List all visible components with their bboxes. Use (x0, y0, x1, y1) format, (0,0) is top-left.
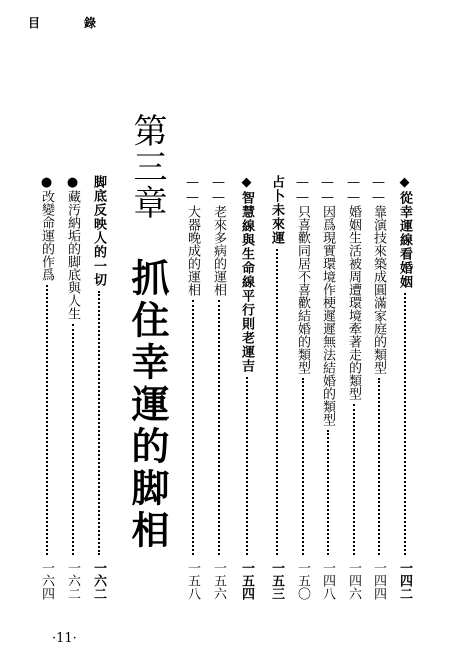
chapter-title: 抓住幸運的脚相 (125, 258, 169, 552)
toc-entry-title: 脚底反映人的一切 (91, 175, 106, 287)
chapter-heading (120, 113, 175, 552)
toc-entry-page: 一五六 (211, 561, 226, 600)
toc-entry-page: 一五八 (185, 561, 200, 600)
dot-leader (46, 285, 48, 555)
toc-entry[interactable] (40, 175, 53, 600)
toc-entry[interactable] (321, 175, 334, 600)
toc-entry-page: 一六四 (39, 561, 54, 600)
toc-entry-title: ●改變命運的作爲 (39, 175, 54, 281)
toc-entry[interactable] (347, 175, 360, 600)
toc-entry-title: ◆智慧線與生命線平行則老運吉 (239, 175, 254, 373)
toc-entry[interactable] (296, 175, 309, 600)
toc-entry-title: 占卜未來運 (269, 175, 284, 245)
toc-entry-title: ——婚姻生活被周遭環境牽著走的類型 (346, 175, 361, 400)
toc-entry[interactable] (372, 175, 385, 600)
dot-leader (192, 300, 194, 555)
toc-entry-page: 一六二 (65, 561, 80, 600)
toc-entry[interactable] (186, 175, 199, 600)
toc-entry[interactable] (92, 175, 105, 600)
dot-leader (72, 324, 74, 555)
toc-entry[interactable] (398, 175, 411, 600)
toc-entry[interactable] (240, 175, 253, 600)
toc-entry-page: 一五四 (239, 561, 254, 600)
toc-entry[interactable] (66, 175, 79, 600)
dot-leader (404, 293, 406, 555)
dot-leader (378, 378, 380, 555)
toc-entry-page: 一五〇 (295, 561, 310, 600)
toc-entry-page: 一四六 (346, 561, 361, 600)
dot-leader (276, 249, 278, 555)
toc-entry-title: ——大器晚成的運相 (185, 175, 200, 296)
toc-entry-title: ——只喜歡同居不喜歡結婚的類型 (295, 175, 310, 374)
header-lu: 錄 (84, 16, 97, 30)
toc-entry-page: 一四四 (371, 561, 386, 600)
toc-entry-page: 一五三 (269, 561, 284, 600)
toc-entry[interactable] (212, 175, 225, 600)
dot-leader (353, 404, 355, 555)
toc-entry-page: 一四八 (320, 561, 335, 600)
dot-leader (327, 430, 329, 555)
page-header (28, 14, 97, 31)
page-number: ·11· (52, 631, 77, 646)
toc-entry-title: ——老來多病的運相 (211, 175, 226, 296)
toc-entry-title: ●藏汚納垢的脚底與人生 (65, 175, 80, 320)
dot-leader (218, 300, 220, 555)
header-mu: 目 (28, 16, 41, 30)
toc-entry-title: ——靠演技來築成圓滿家庭的類型 (371, 175, 386, 374)
toc-entry-page: 一六二 (91, 561, 106, 600)
dot-leader (246, 377, 248, 555)
toc-entry-title: ◆從幸運線看婚姻 (397, 175, 412, 289)
chapter-number: 第三章 (127, 113, 167, 221)
toc-entry[interactable] (270, 175, 283, 600)
dot-leader (302, 378, 304, 555)
toc-entry-title: ——因爲現實環境作梗遲遲無法結婚的類型 (320, 175, 335, 426)
dot-leader (98, 291, 100, 555)
toc-entry-page: 一四二 (397, 561, 412, 600)
